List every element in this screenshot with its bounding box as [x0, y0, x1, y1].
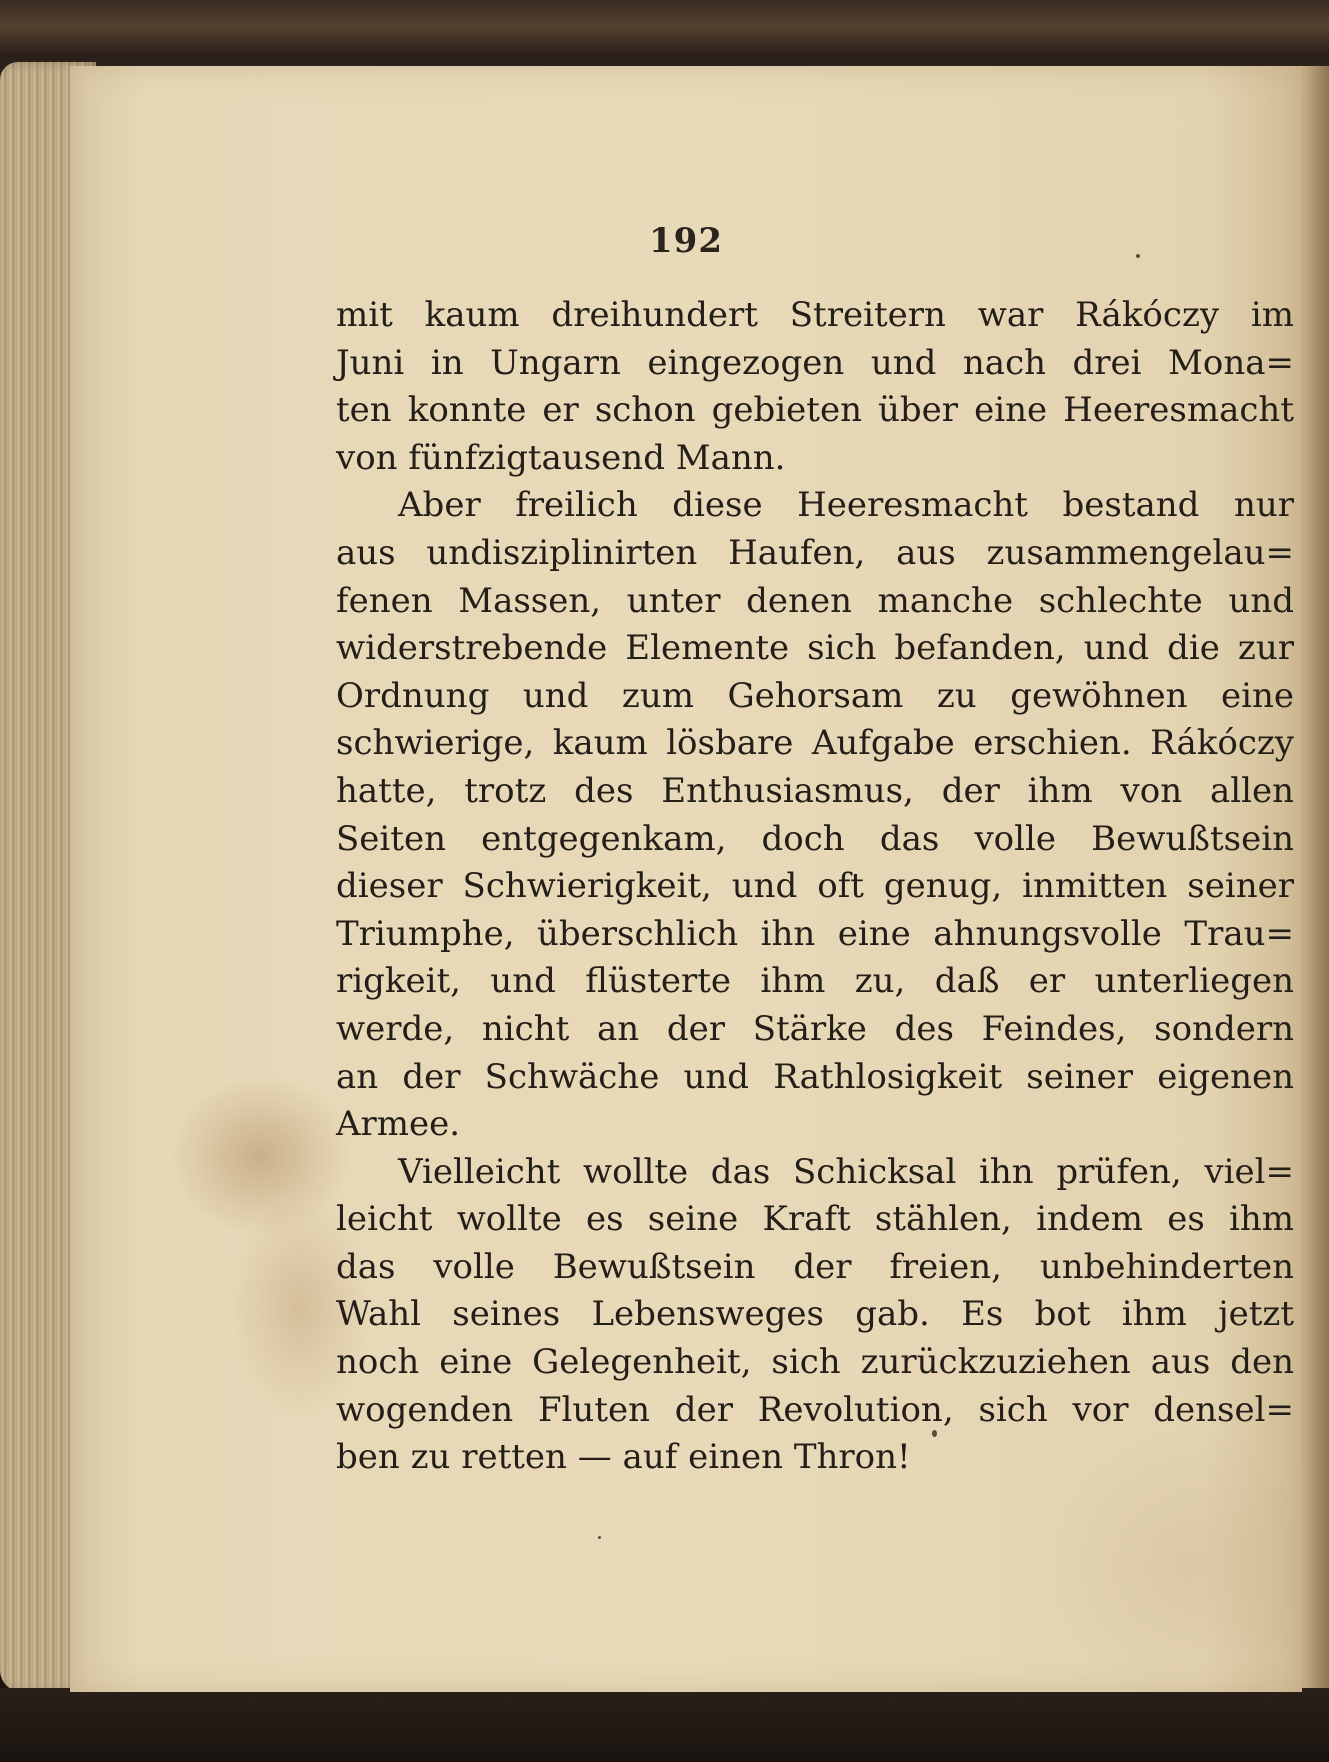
text-line: widerstrebende Elemente sich befanden, und die zur — [336, 628, 1294, 669]
text-line: Triumphe, überschlich ihn eine ahnungsvolle Trau= — [336, 913, 1294, 954]
text-line: Juni in Ungarn eingezogen und nach drei Mona= — [336, 342, 1294, 383]
text-line: fenen Massen, unter denen manche schlechte und — [336, 580, 1294, 621]
body-text — [336, 292, 1294, 1482]
text-line: aus undisziplinirten Haufen, aus zusammengelau= — [336, 532, 1294, 573]
text-line: schwierige, kaum lösbare Aufgabe erschien. Rákóczy — [336, 723, 1294, 764]
text-line: Seiten entgegenkam, doch das volle Bewußtsein — [336, 818, 1294, 859]
text-line: Ordnung und zum Gehorsam zu gewöhnen eine — [336, 675, 1294, 716]
text-line: Vielleicht wollte das Schicksal ihn prüfen, viel= — [398, 1151, 1294, 1192]
text-line: ben zu retten — auf einen Thron! — [336, 1437, 911, 1478]
paper-speck — [598, 1536, 601, 1539]
text-line: werde, nicht an der Stärke des Feindes, sondern — [336, 1008, 1294, 1049]
text-line: von fünfzigtausend Mann. — [336, 437, 786, 478]
text-line: hatte, trotz des Enthusiasmus, der ihm von allen — [336, 770, 1294, 811]
text-line: wogenden Fluten der Revolution, sich vor densel= — [336, 1389, 1294, 1430]
text-line: ten konnte er schon gebieten über eine Heeresmacht — [336, 390, 1294, 431]
text-line: Wahl seines Lebensweges gab. Es bot ihm jetzt — [336, 1294, 1294, 1335]
paper-speck — [932, 1430, 937, 1437]
text-line: mit kaum dreihundert Streitern war Rákóczy im — [336, 295, 1294, 335]
text-line: Armee. — [336, 1104, 461, 1145]
text-line: dieser Schwierigkeit, und oft genug, inmitten seiner — [336, 866, 1294, 907]
text-line: das volle Bewußtsein der freien, unbehinderten — [336, 1246, 1294, 1287]
text-line: leicht wollte es seine Kraft stählen, indem es ihm — [336, 1199, 1294, 1240]
text-line: an der Schwäche und Rathlosigkeit seiner eigenen — [336, 1056, 1294, 1097]
text-line: Aber freilich diese Heeresmacht bestand nur — [398, 485, 1294, 526]
text-line: noch eine Gelegenheit, sich zurückzuziehen aus den — [336, 1342, 1294, 1383]
page-number: 192 — [649, 221, 723, 261]
paper-speck — [1136, 254, 1140, 258]
book-cover-bottom-edge — [0, 1688, 1329, 1762]
text-line: rigkeit, und flüsterte ihm zu, daß er unterliegen — [336, 961, 1294, 1002]
book-page — [70, 66, 1302, 1692]
